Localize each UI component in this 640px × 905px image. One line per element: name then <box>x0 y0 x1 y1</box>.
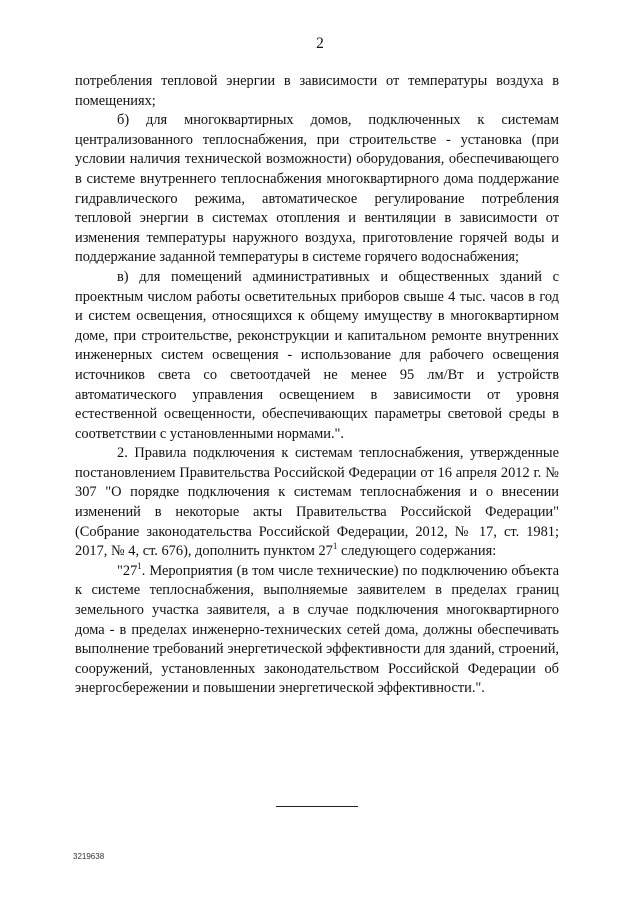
rule-2-text: 2. Правила подключения к системам теплоснабжения, утвержденные постановлением Правительства Российской Федерации от 16 апреля 2012 г. № 307 "О порядке подключения к системам теплоснабжения и о внесении изменений в некоторые акты Правительства Российской Федерации" (Собрание законодательства Российской Федерации, 2012, № 17, ст. 1981; 2017, № 4, ст. 676), дополнить пунктом 27 <box>75 445 559 560</box>
paragraph-continuation: потребления тепловой энергии в зависимости от температуры воздуха в помещениях; <box>75 73 559 109</box>
clause-27-superscript: 1 <box>137 560 142 571</box>
clause-27-number: "27 <box>117 562 138 579</box>
document-body <box>75 72 559 699</box>
paragraph-item-v: в) для помещений административных и общественных зданий с проектным числом работы осветительных приборов свыше 4 тыс. часов в год и систем освещения, относящихся к общему имуществу в многоквартирном доме, при строительстве, реконструкции и капитальном ремонте внутренних инженерных систем освещения - использование для рабочего освещения источников света со светоотдачей не менее 95 лм/Вт и устройств автоматического управления освещением в зависимости от уровня естественной освещенности, обеспечивающих параметры световой среды в соответствии с установленными нормами.". <box>75 268 559 442</box>
paragraph-rule-2 <box>75 444 559 562</box>
paragraph-item-b: б) для многоквартирных домов, подключенных к системам централизованного теплоснабжения, при строительстве - установка (при условии наличия технической возможности) оборудования, обеспечивающего в системе внутреннего теплоснабжения многоквартирного дома поддержание гидравлического режима, автоматическое регулирование потребления тепловой энергии в системах отопления и вентиляции в зависимости от изменения температуры наружного воздуха, приготовление горячей воды и поддержание заданной температуры в системе горячего водоснабжения; <box>75 112 559 266</box>
clause-27-text: . Мероприятия (в том числе технические) по подключению объекта к системе теплоснабжения, выполняемые заявителем в пределах границ земельного участка заявителя, а в случае подключения многоквартирного дома - в пределах инженерно-технических сетей дома, должны обеспечивать выполнение требований энергетической эффективности для зданий, строений, сооружений, установленных законодательством Российской Федерации об энергосбережении и повышении энергетической эффективности.". <box>75 562 559 697</box>
rule-2-text-end: следующего содержания: <box>337 543 497 560</box>
page-number: 2 <box>316 35 324 52</box>
paragraph-clause-27-1 <box>75 562 559 699</box>
rule-2-superscript: 1 <box>332 541 338 552</box>
document-code: 3219638 <box>73 852 105 861</box>
end-divider-line <box>276 806 358 807</box>
